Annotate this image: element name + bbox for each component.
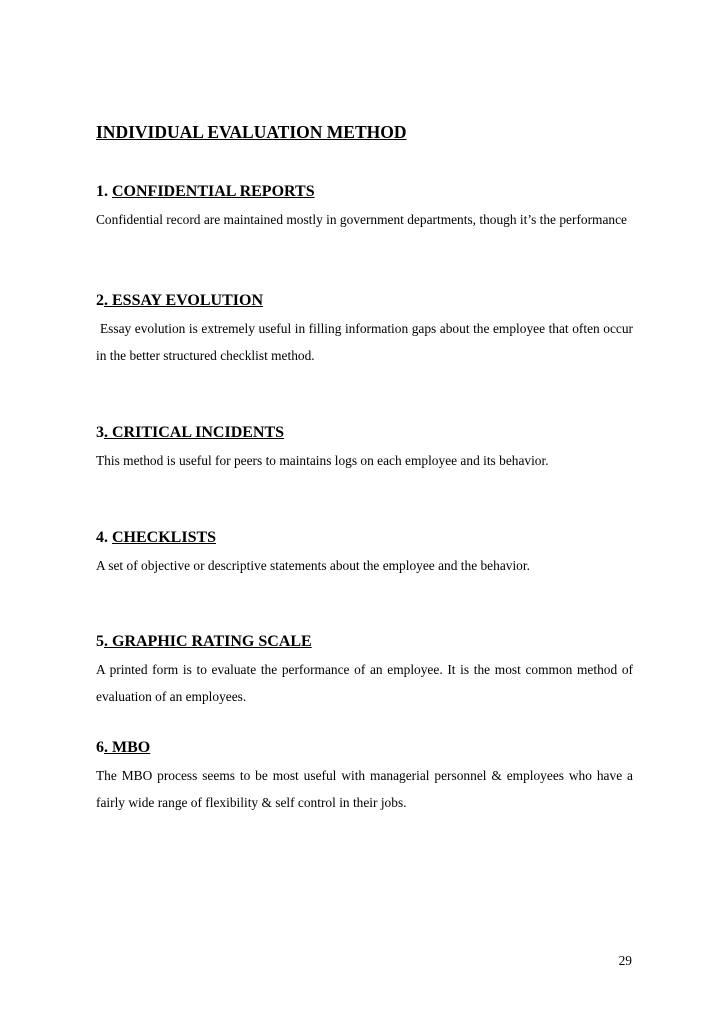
section-body-confidential-reports: Confidential record are maintained mostly in government departments, though it’s the performance [96,212,628,227]
section-title: . ESSAY EVOLUTION [104,292,263,309]
section-heading-confidential-reports [96,182,315,202]
section-title: . MBO [104,739,151,756]
section-heading-graphic-rating-scale [96,632,312,652]
page-number: 29 [618,953,632,968]
section-heading-essay-evolution [96,291,263,311]
section-number: 5 [96,633,104,650]
section-body-checklists: A set of objective or descriptive statements about the employee and the behavior. [96,558,530,573]
section-number: 4. [96,529,112,546]
section-body-essay-evolution: Essay evolution is extremely useful in filling information gaps about the employee that often occur in the better structured checklist method. [96,321,633,363]
section-title: CHECKLISTS [112,529,217,546]
section-body-mbo: The MBO process seems to be most useful with managerial personnel & employees who have a fairly wide range of flexibility & self control in their jobs. [96,768,633,810]
section-body-critical-incidents: This method is useful for peers to maintains logs on each employee and its behavior. [96,453,549,468]
section-number: 3 [96,424,104,441]
section-title: . GRAPHIC RATING SCALE [104,633,312,650]
section-heading-mbo [96,738,150,758]
section-title: . CRITICAL INCIDENTS [104,424,285,441]
section-number: 2 [96,292,104,309]
section-number: 6 [96,739,104,756]
section-title: CONFIDENTIAL REPORTS [112,183,315,200]
section-heading-critical-incidents [96,423,284,443]
section-number: 1. [96,183,112,200]
page-title: INDIVIDUAL EVALUATION METHOD [96,122,407,142]
section-heading-checklists [96,528,216,548]
section-body-graphic-rating-scale: A printed form is to evaluate the performance of an employee. It is the most common method of evaluation of an employees. [96,662,633,704]
